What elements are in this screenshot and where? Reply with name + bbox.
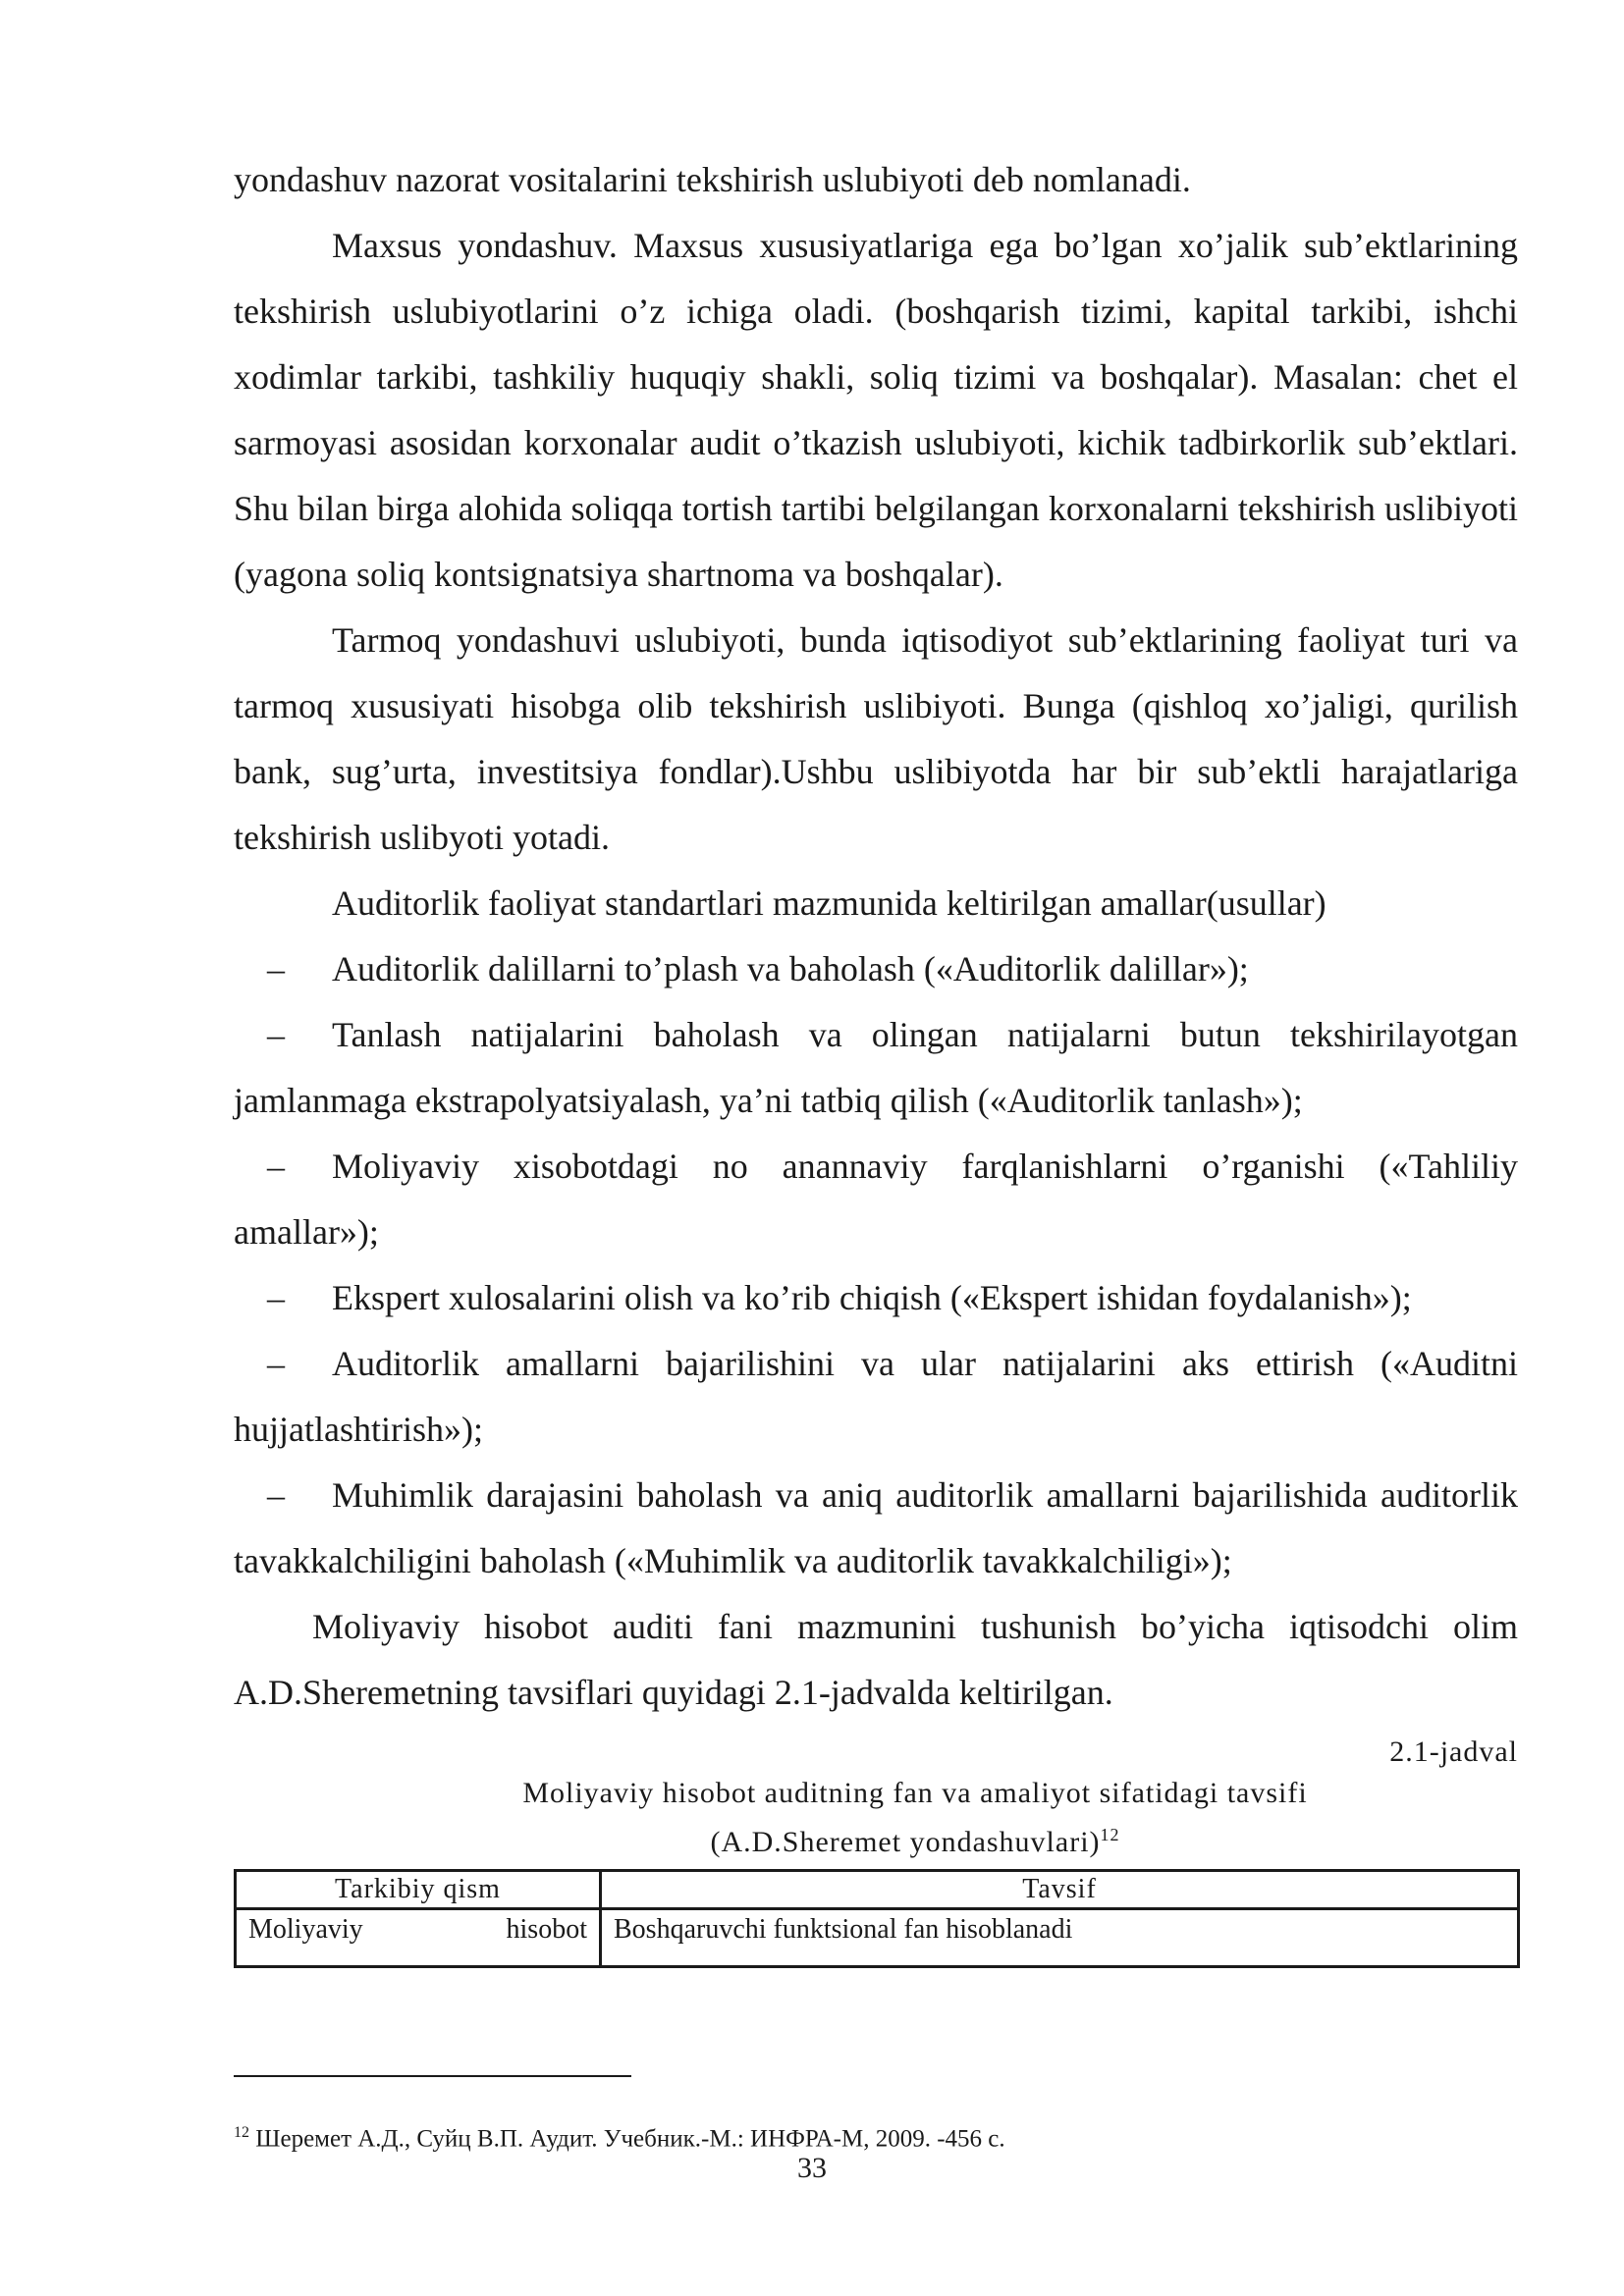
footnote-separator xyxy=(234,2075,631,2077)
list-item xyxy=(234,1265,1518,1331)
list-dash: – xyxy=(267,1344,285,1383)
list-item-text: Ekspert xulosalarini olish va ko’rib chiqish («Ekspert ishidan foydalanish»); xyxy=(332,1278,1412,1317)
list-item-text: Moliyaviy xisobotdagi no anannaviy farqlanishlarni o’rganishi («Tahliliy amallar»); xyxy=(234,1147,1518,1252)
list-item-text: Auditorlik amallarni bajarilishini va ular natijalarini aks ettirish («Auditni hujjatlashtirish»); xyxy=(234,1344,1518,1449)
paragraph-sheremet: Moliyaviy hisobot auditi fani mazmunini tushunish bo’yicha iqtisodchi olim A.D.Sheremetning tavsiflari quyidagi 2.1-jadvalda keltirilgan. xyxy=(234,1607,1518,1712)
footnote xyxy=(234,2124,1005,2153)
table-header-row xyxy=(236,1871,1519,1909)
table-cell-text: hisobot xyxy=(506,1914,587,1945)
table-cell-text: Moliyaviy xyxy=(248,1914,363,1945)
list-item xyxy=(234,1331,1518,1463)
list-item xyxy=(234,936,1518,1002)
table-title xyxy=(234,1773,1518,1863)
table-label: 2.1-jadval xyxy=(1389,1735,1518,1768)
footnote-text: Шеремет А.Д., Суйц В.П. Аудит. Учебник.-М.: ИНФРА-М, 2009. -456 с. xyxy=(255,2125,1005,2153)
list-item-text: Muhimlik darajasini baholash va aniq auditorlik amallarni bajarilishida auditorlik tavakkalchiligini baholash («Muhimlik va auditorlik tavakkalchiligi»); xyxy=(234,1475,1518,1580)
list-item xyxy=(234,1002,1518,1134)
list-item-text: Auditorlik dalillarni to’plash va baholash («Auditorlik dalillar»); xyxy=(332,949,1249,988)
table-title-line-1: Moliyaviy hisobot auditning fan va amaliyot sifatidagi tavsifi xyxy=(522,1777,1308,1809)
list-dash: – xyxy=(267,949,285,988)
procedures-list xyxy=(234,936,1518,1594)
table-header-cell: Tavsif xyxy=(601,1871,1519,1909)
page-number: 33 xyxy=(797,2152,827,2184)
paragraph-industry-approach: Tarmoq yondashuvi uslubiyoti, bunda iqtisodiyot sub’ektlarining faoliyat turi va tarmoq xususiyati hisobga olib tekshirish uslibiyoti. Bunga (qishloq xo’jaligi, qurilish bank, sug’urta, investitsiya fondlar).Ushbu uslibiyotda har bir sub’ektli harajatlariga tekshirish uslibyoti yotadi. xyxy=(234,620,1518,857)
sheremet-table xyxy=(234,1869,1520,1968)
table-title-line-2-text: (A.D.Sheremet yondashuvlari) xyxy=(710,1826,1101,1858)
paragraph-standards-intro: Auditorlik faoliyat standartlari mazmunida keltirilgan amallar(usullar) xyxy=(332,883,1326,923)
list-dash: – xyxy=(267,1475,285,1515)
paragraph-special-approach: Maxsus yondashuv. Maxsus xususiyatlariga ega bo’lgan xo’jalik sub’ektlarining tekshirish uslubiyotlarini o’z ichiga oladi. (boshqarish tizimi, kapital tarkibi, ishchi xodimlar tarkibi, tashkiliy huquqiy shakli, soliq tizimi va boshqalar). Masalan: chet el sarmoyasi asosidan korxonalar audit o’tkazish uslubiyoti, kichik tadbirkorlik sub’ektlari. Shu bilan birga alohida soliqqa tortish tartibi belgilangan korxonalarni tekshirish uslibiyoti (yagona soliq kontsignatsiya shartnoma va boshqalar). xyxy=(234,226,1518,594)
table-cell-component xyxy=(236,1909,601,1967)
paragraph-1: yondashuv nazorat vositalarini tekshirish uslubiyoti deb nomlanadi. xyxy=(234,160,1191,199)
page-body xyxy=(234,147,1518,1968)
list-dash: – xyxy=(267,1015,285,1054)
list-item xyxy=(234,1134,1518,1265)
list-dash: – xyxy=(267,1147,285,1186)
table-cell-description: Boshqaruvchi funktsional fan hisoblanadi xyxy=(601,1909,1519,1967)
list-item xyxy=(234,1463,1518,1594)
footnote-ref: 12 xyxy=(1100,1825,1120,1844)
table-header-cell: Tarkibiy qism xyxy=(236,1871,601,1909)
table-row xyxy=(236,1909,1519,1967)
footnote-number: 12 xyxy=(234,2124,249,2141)
list-item-text: Tanlash natijalarini baholash va olingan natijalarni butun tekshirilayotgan jamlanmaga ekstrapolyatsiyalash, ya’ni tatbiq qilish («Auditorlik tanlash»); xyxy=(234,1015,1518,1120)
list-dash: – xyxy=(267,1278,285,1317)
table-title-line-2 xyxy=(312,1814,1518,1863)
